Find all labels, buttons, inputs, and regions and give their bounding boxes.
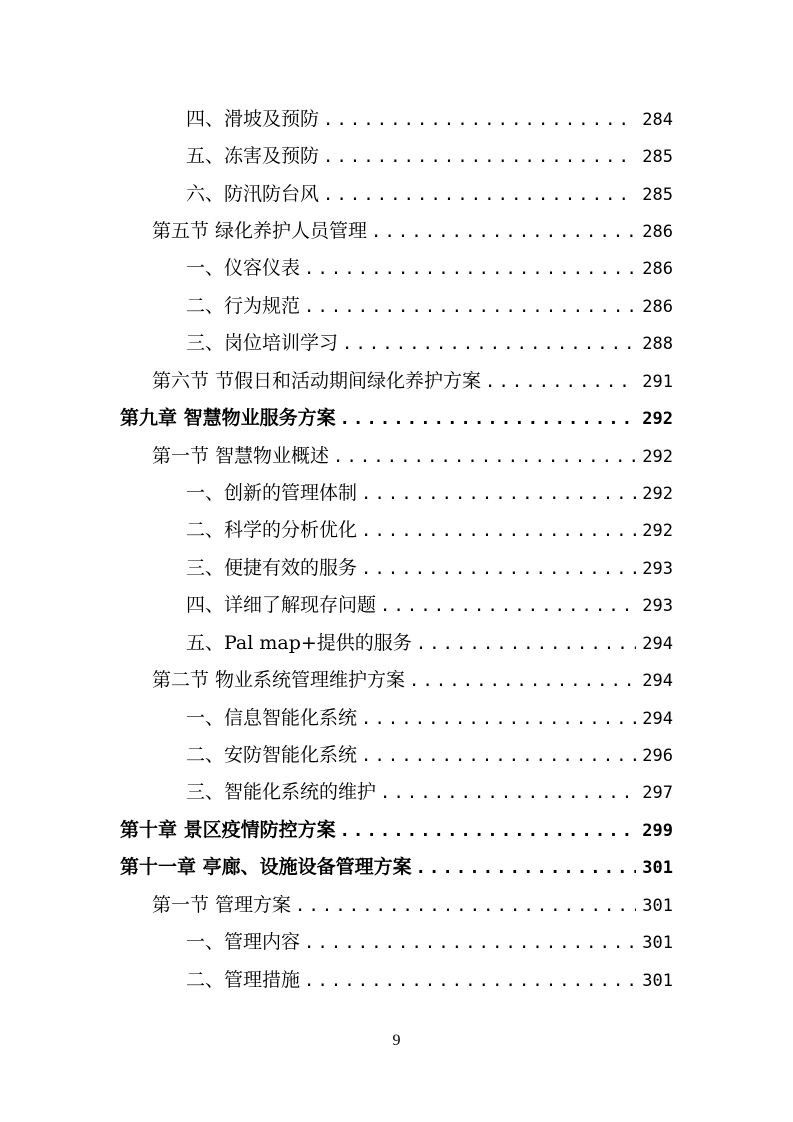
toc-entry-title: 第六节 节假日和活动期间绿化养护方案 xyxy=(152,370,482,392)
toc-entry-title: 第五节 绿化养护人员管理 xyxy=(152,220,368,242)
toc-leader-dots xyxy=(361,479,636,509)
toc-chapter-entry[interactable] xyxy=(120,403,673,433)
toc-entry-title: 第二节 物业系统管理维护方案 xyxy=(152,669,406,691)
toc-leader-dots xyxy=(361,704,636,734)
toc-entry[interactable] xyxy=(186,291,673,321)
toc-entry-page: 292 xyxy=(642,447,673,467)
toc-leader-dots xyxy=(361,554,636,584)
toc-leader-dots xyxy=(323,180,636,210)
toc-leader-dots xyxy=(485,367,636,397)
toc-entry[interactable] xyxy=(186,328,673,358)
toc-entry[interactable] xyxy=(186,965,673,995)
toc-entry-title: 第十一章 亭廊、设施设备管理方案 xyxy=(120,856,412,878)
toc-entry-title: 三、岗位培训学习 xyxy=(186,332,339,354)
toc-entry-page: 286 xyxy=(642,297,673,317)
toc-entry-page: 291 xyxy=(642,372,673,392)
toc-entry-title: 四、详细了解现存问题 xyxy=(186,594,377,616)
toc-entry-page: 285 xyxy=(642,185,673,205)
toc-entry[interactable] xyxy=(152,890,673,920)
toc-leader-dots xyxy=(323,105,636,135)
toc-entry-page: 301 xyxy=(642,971,673,991)
toc-entry-page: 301 xyxy=(642,858,673,878)
toc-entry-title: 第一节 智慧物业概述 xyxy=(152,445,330,467)
toc-entry[interactable] xyxy=(186,478,673,508)
toc-leader-dots xyxy=(304,966,636,996)
toc-entry-title: 二、管理措施 xyxy=(186,969,301,991)
toc-entry-page: 301 xyxy=(642,896,673,916)
toc-leader-dots xyxy=(304,928,636,958)
toc-entry-page: 301 xyxy=(642,933,673,953)
toc-leader-dots xyxy=(361,741,636,771)
toc-leader-dots xyxy=(340,816,637,846)
toc-entry[interactable] xyxy=(186,628,673,658)
toc-entry[interactable] xyxy=(186,927,673,957)
toc-entry-page: 294 xyxy=(642,634,673,654)
toc-leader-dots xyxy=(304,254,636,284)
toc-entry-title: 三、便捷有效的服务 xyxy=(186,557,358,579)
toc-entry-page: 296 xyxy=(642,746,673,766)
toc-entry-page: 297 xyxy=(642,783,673,803)
toc-leader-dots xyxy=(323,142,636,172)
toc-entry-title: 六、防汛防台风 xyxy=(186,183,320,205)
toc-leader-dots xyxy=(416,629,636,659)
toc-leader-dots xyxy=(304,292,636,322)
toc-entry[interactable] xyxy=(186,703,673,733)
toc-entry-title: 三、智能化系统的维护 xyxy=(186,781,377,803)
toc-entry[interactable] xyxy=(186,253,673,283)
toc-entry-title: 二、行为规范 xyxy=(186,295,301,317)
toc-entry[interactable] xyxy=(186,553,673,583)
toc-entry-title: 第九章 智慧物业服务方案 xyxy=(120,407,336,429)
toc-chapter-entry[interactable] xyxy=(120,815,673,845)
toc-entry-title: 一、管理内容 xyxy=(186,931,301,953)
toc-entry[interactable] xyxy=(186,777,673,807)
toc-entry[interactable] xyxy=(152,441,673,471)
toc-entry[interactable] xyxy=(186,740,673,770)
toc-entry-page: 292 xyxy=(642,484,673,504)
toc-chapter-entry[interactable] xyxy=(120,852,673,882)
toc-entry-page: 293 xyxy=(642,596,673,616)
toc-entry-title: 一、创新的管理体制 xyxy=(186,482,358,504)
toc-entry-title: 五、Pal map+提供的服务 xyxy=(186,632,412,654)
toc-entry-page: 292 xyxy=(642,409,673,429)
toc-entry-title: 二、安防智能化系统 xyxy=(186,744,358,766)
toc-leader-dots xyxy=(340,404,637,434)
toc-entry[interactable] xyxy=(186,179,673,209)
toc-entry-page: 294 xyxy=(642,709,673,729)
toc-entry-title: 一、信息智能化系统 xyxy=(186,707,358,729)
toc-leader-dots xyxy=(416,853,637,883)
toc-entry[interactable] xyxy=(186,104,673,134)
toc-entry-page: 294 xyxy=(642,671,673,691)
toc-leader-dots xyxy=(380,778,636,808)
toc-entry[interactable] xyxy=(186,515,673,545)
toc-leader-dots xyxy=(342,329,636,359)
toc-entry-title: 五、冻害及预防 xyxy=(186,145,320,167)
toc-entry[interactable] xyxy=(186,141,673,171)
toc-leader-dots xyxy=(380,591,636,621)
toc-entry[interactable] xyxy=(152,366,673,396)
toc-entry-page: 286 xyxy=(642,222,673,242)
toc-entry-page: 292 xyxy=(642,521,673,541)
toc-entry-page: 299 xyxy=(642,821,673,841)
toc-leader-dots xyxy=(295,891,636,921)
page-number: 9 xyxy=(392,1032,401,1049)
toc-entry-page: 286 xyxy=(642,259,673,279)
toc-entry-title: 第一节 管理方案 xyxy=(152,894,292,916)
toc-entry[interactable] xyxy=(186,590,673,620)
toc-entry-page: 293 xyxy=(642,559,673,579)
toc-entry-title: 第十章 景区疫情防控方案 xyxy=(120,819,336,841)
toc-entry[interactable] xyxy=(152,216,673,246)
toc-entry-page: 288 xyxy=(642,334,673,354)
toc-entry-title: 二、科学的分析优化 xyxy=(186,519,358,541)
toc-leader-dots xyxy=(361,516,636,546)
toc-leader-dots xyxy=(333,442,636,472)
toc-leader-dots xyxy=(371,217,636,247)
toc-entry-title: 四、滑坡及预防 xyxy=(186,108,320,130)
toc-entry-page: 284 xyxy=(642,110,673,130)
toc-leader-dots xyxy=(409,666,636,696)
toc-entry-page: 285 xyxy=(642,147,673,167)
toc-entry[interactable] xyxy=(152,665,673,695)
toc-entry-title: 一、仪容仪表 xyxy=(186,257,301,279)
